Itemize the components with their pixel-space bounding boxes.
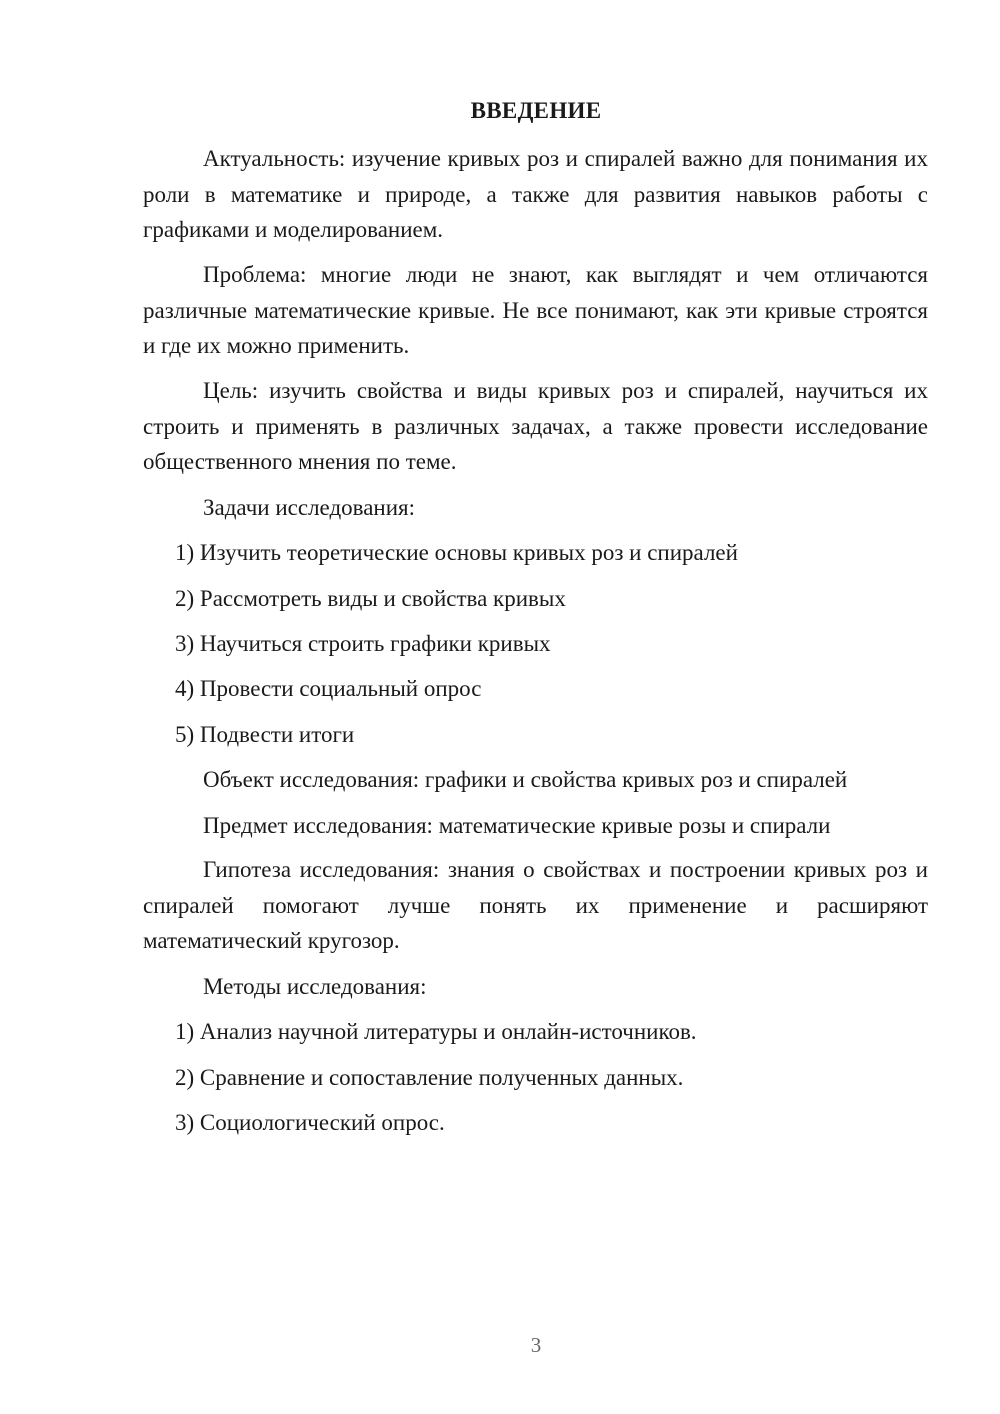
problem-text: Проблема: многие люди не знают, как выглядят и чем отличаются различные математические кривые. Не все понимают, как эти кривые строятся и где их можно применить. bbox=[143, 262, 928, 358]
task-item-1: 1) Изучить теоретические основы кривых роз и спиралей bbox=[175, 540, 738, 565]
method-item-3: 3) Социологический опрос. bbox=[175, 1110, 445, 1135]
object-line: Объект исследования: графики и свойства кривых роз и спиралей bbox=[203, 767, 848, 792]
section-heading: ВВЕДЕНИЕ bbox=[470, 98, 602, 123]
task-item-4: 4) Провести социальный опрос bbox=[175, 676, 482, 701]
tasks-title: Задачи исследования: bbox=[203, 495, 416, 520]
method-item-1: 1) Анализ научной литературы и онлайн-источников. bbox=[175, 1019, 697, 1044]
task-item-5: 5) Подвести итоги bbox=[175, 722, 355, 747]
relevance-text: Актуальность: изучение кривых роз и спиралей важно для понимания их роли в математике и природе, а также для развития навыков работы с графиками и моделированием. bbox=[143, 146, 928, 242]
goal-text: Цель: изучить свойства и виды кривых роз и спиралей, научиться их строить и применять в различных задачах, а также провести исследование общественного мнения по теме. bbox=[143, 378, 928, 474]
methods-title: Методы исследования: bbox=[203, 974, 427, 999]
page-number: 3 bbox=[530, 1333, 542, 1357]
hypothesis-text: Гипотеза исследования: знания о свойствах и построении кривых роз и спиралей помогают лучше понять их применение и расширяют математический кругозор. bbox=[143, 857, 928, 953]
method-item-2: 2) Сравнение и сопоставление полученных данных. bbox=[175, 1065, 684, 1090]
relevance-paragraph bbox=[143, 141, 928, 248]
goal-paragraph bbox=[143, 373, 928, 480]
subject-line: Предмет исследования: математические кривые розы и спирали bbox=[203, 813, 831, 838]
task-item-3: 3) Научиться строить графики кривых bbox=[175, 631, 551, 656]
task-item-2: 2) Рассмотреть виды и свойства кривых bbox=[175, 586, 566, 611]
hypothesis-paragraph bbox=[143, 852, 928, 959]
problem-paragraph bbox=[143, 257, 928, 364]
